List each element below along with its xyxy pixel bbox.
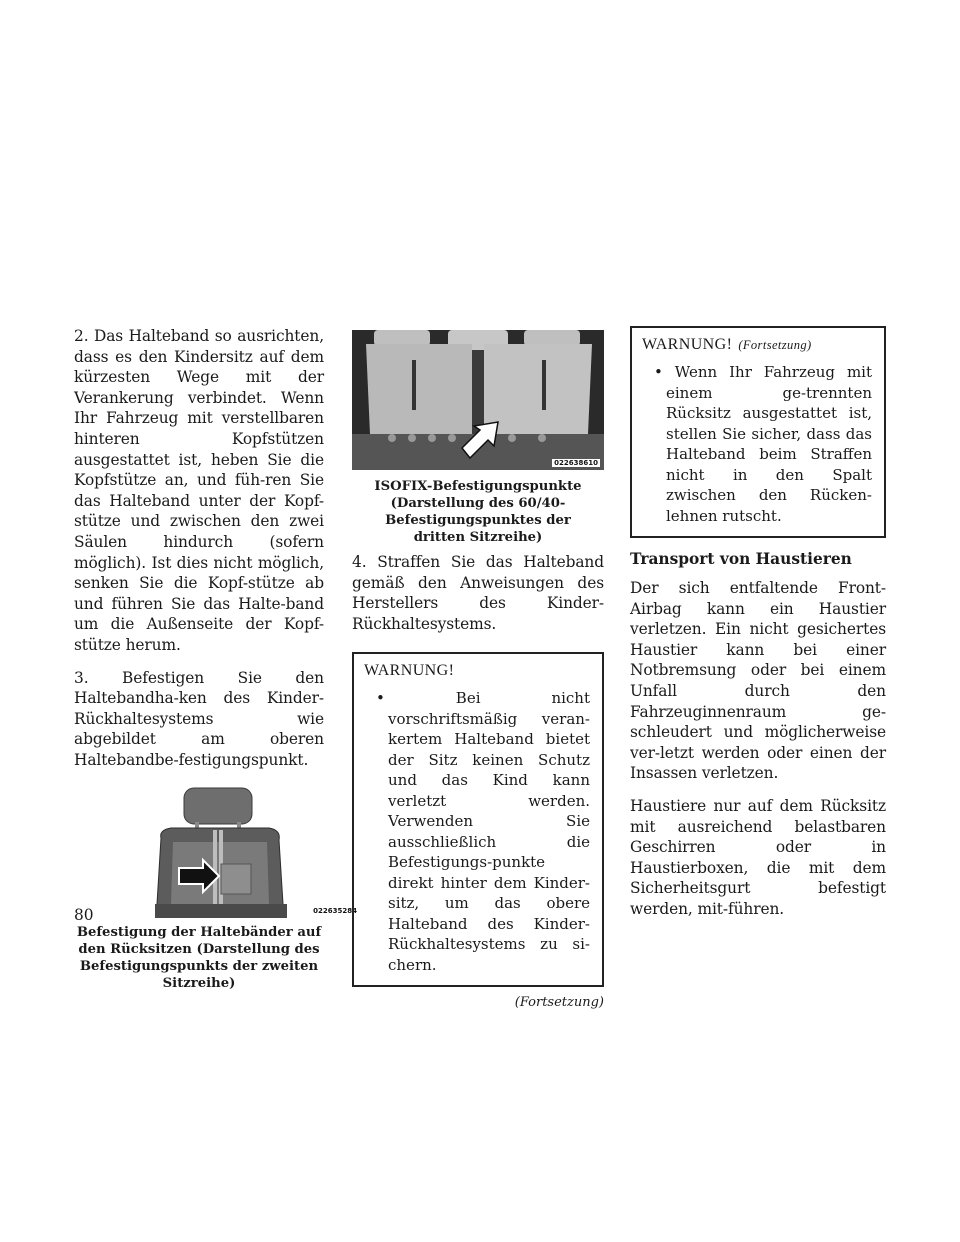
warning-box	[352, 652, 604, 987]
seat-illustration	[149, 786, 361, 918]
section-heading: Transport von Haustieren	[630, 550, 852, 568]
warning-box-continued	[630, 326, 886, 538]
pets-paragraph-1: Der sich entfaltende Front-Airbag kann ein Haustier verletzen. Ein nicht gesichertes Haustier kann bei einer Notbremsung oder bei einem Unfall durch den Fahrzeuginnenraum ge-schleudert und möglicherweise ver-letzt werden oder einen der Insassen verletzen.	[630, 579, 886, 783]
figure-isofix	[352, 330, 604, 470]
figure-caption: ISOFIX-Befestigungspunkte (Darstellung des 60/40-Befestigungspunktes der dritten Sitzreihe)	[374, 479, 582, 545]
isofix-illustration	[352, 330, 604, 470]
figure-code: 022638610	[554, 459, 598, 467]
continued-note: (Fortsetzung)	[514, 995, 604, 1011]
warning-title	[642, 336, 872, 354]
page-number: 80	[74, 906, 94, 924]
warning-continued-label: (Fortsetzung)	[738, 338, 812, 352]
warning-item: • Wenn Ihr Fahrzeug mit einem ge-trennten Rücksitz ausgestattet ist, stellen Sie sicher, dass das Halteband beim Straffen nicht in den Spalt zwischen den Rücken-lehnen rutscht.	[654, 363, 872, 525]
column-right	[630, 326, 886, 932]
instruction-step-4: 4. Straffen Sie das Halteband gemäß den Anweisungen des Herstellers des Kinder-Rückhaltesystems.	[352, 553, 604, 633]
column-middle	[352, 330, 604, 1010]
figure-seat-tether	[149, 786, 361, 918]
warning-title-text: WARNUNG!	[642, 336, 733, 353]
instruction-step-3: 3. Befestigen Sie den Haltebandha-ken des Kinder-Rückhaltesystems wie abgebildet am oberen Haltebandbe-festigungspunkt.	[74, 668, 324, 769]
pets-paragraph-2: Haustiere nur auf dem Rücksitz mit ausreichend belastbaren Geschirren oder in Haustierboxen, die mit dem Sicherheitsgurt befestigt werden, mit-führen.	[630, 796, 886, 918]
figure-code: 022635284	[313, 907, 357, 916]
instruction-step-2: 2. Das Halteband so ausrichten, dass es den Kindersitz auf dem kürzesten Wege mit der Verankerung verbindet. Wenn Ihr Fahrzeug mit verstellbaren hinteren Kopfstützen ausgestattet ist, heben Sie die Kopfstütze an, und füh-ren Sie das Halteband unter der Kopf-stütze und zwischen den zwei Säulen hindurch (sofern möglich). Ist dies nicht möglich, senken Sie die Kopf-stütze ab und führen Sie das Halte-band um die Außenseite der Kopf-stütze herum.	[74, 327, 324, 654]
warning-item: • Bei nicht vorschriftsmäßig veran-kertem Halteband bietet der Sitz keinen Schutz und das Kind kann verletzt werden. Verwenden Sie ausschließlich die Befestigungs-punkte direkt hinter dem Kinder-sitz, um das obere Halteband des Kinder-Rückhaltesystems zu si-chern.	[376, 689, 590, 974]
warning-title: WARNUNG!	[364, 662, 455, 680]
column-left	[74, 326, 357, 992]
figure-caption: Befestigung der Haltebänder auf den Rücksitzen (Darstellung des Befestigungspunkts der zweiten Sitzreihe)	[76, 925, 322, 992]
